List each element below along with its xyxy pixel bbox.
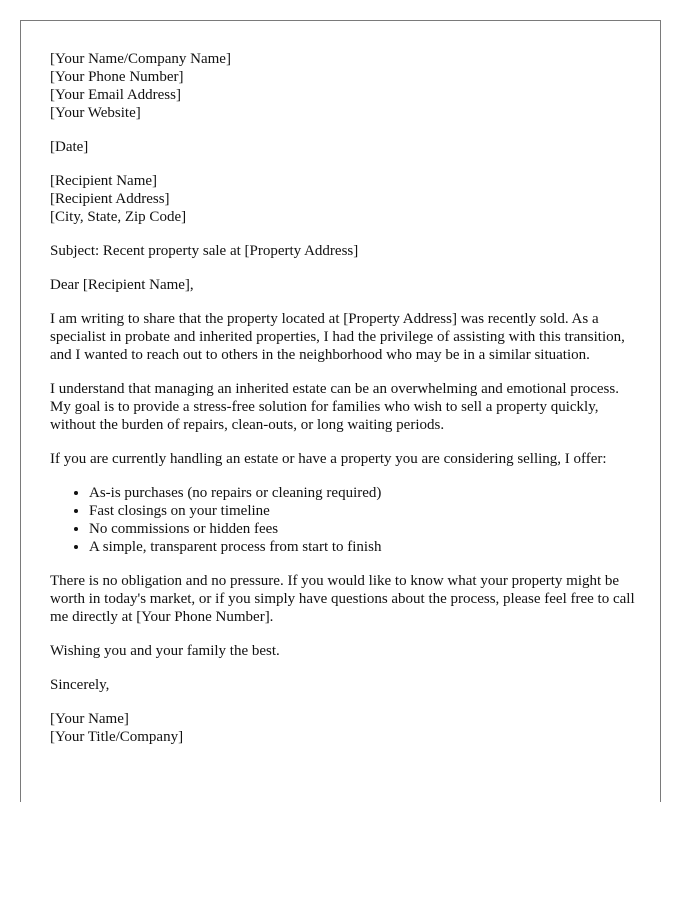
paragraph-goal: I understand that managing an inherited estate can be an overwhelming and emotional process. My goal is to provide a stress-free solution for families who wish to sell a property quickly, without the burden of repairs, clean-outs, or long waiting periods. (50, 381, 619, 433)
recipient-city-state-zip: [City, State, Zip Code] (50, 209, 187, 225)
sender-block (50, 50, 640, 122)
signature-title: [Your Title/Company] (50, 729, 184, 745)
sender-name: [Your Name/Company Name] (50, 51, 231, 67)
paragraph-wishes: Wishing you and your family the best. (50, 643, 280, 659)
paragraph-offer-lead: If you are currently handling an estate or have a property you are considering selling, I offer: (50, 451, 607, 467)
sender-phone: [Your Phone Number] (50, 69, 184, 85)
date-block (50, 138, 640, 156)
offer-list (50, 484, 640, 556)
paragraph-no-obligation: There is no obligation and no pressure. If you would like to know what your property might be worth in today's market, or if you simply have questions about the process, please feel free to call me directly at [Your Phone Number]. (50, 573, 635, 625)
offer-item: • A simple, transparent process from start to finish (89, 538, 640, 556)
signoff: Sincerely, (50, 677, 110, 693)
letter-body (50, 50, 640, 762)
offer-item: • As-is purchases (no repairs or cleaning required) (89, 484, 640, 502)
offer-item: • Fast closings on your timeline (89, 502, 640, 520)
paragraph-intro: I am writing to share that the property located at [Property Address] was recently sold. As a specialist in probate and inherited properties, I had the privilege of assisting with this transition, and I wanted to reach out to others in the neighborhood who may be in a similar situation. (50, 311, 625, 363)
salutation: Dear [Recipient Name], (50, 277, 194, 293)
signature-block (50, 710, 640, 746)
sender-email: [Your Email Address] (50, 87, 181, 103)
subject-line: Subject: Recent property sale at [Property Address] (50, 243, 359, 259)
recipient-name: [Recipient Name] (50, 173, 158, 189)
letter-page (20, 20, 661, 802)
offer-item: • No commissions or hidden fees (89, 520, 640, 538)
letter-date: [Date] (50, 139, 89, 155)
signature-name: [Your Name] (50, 711, 129, 727)
recipient-block (50, 172, 640, 226)
recipient-address: [Recipient Address] (50, 191, 170, 207)
sender-website: [Your Website] (50, 105, 141, 121)
